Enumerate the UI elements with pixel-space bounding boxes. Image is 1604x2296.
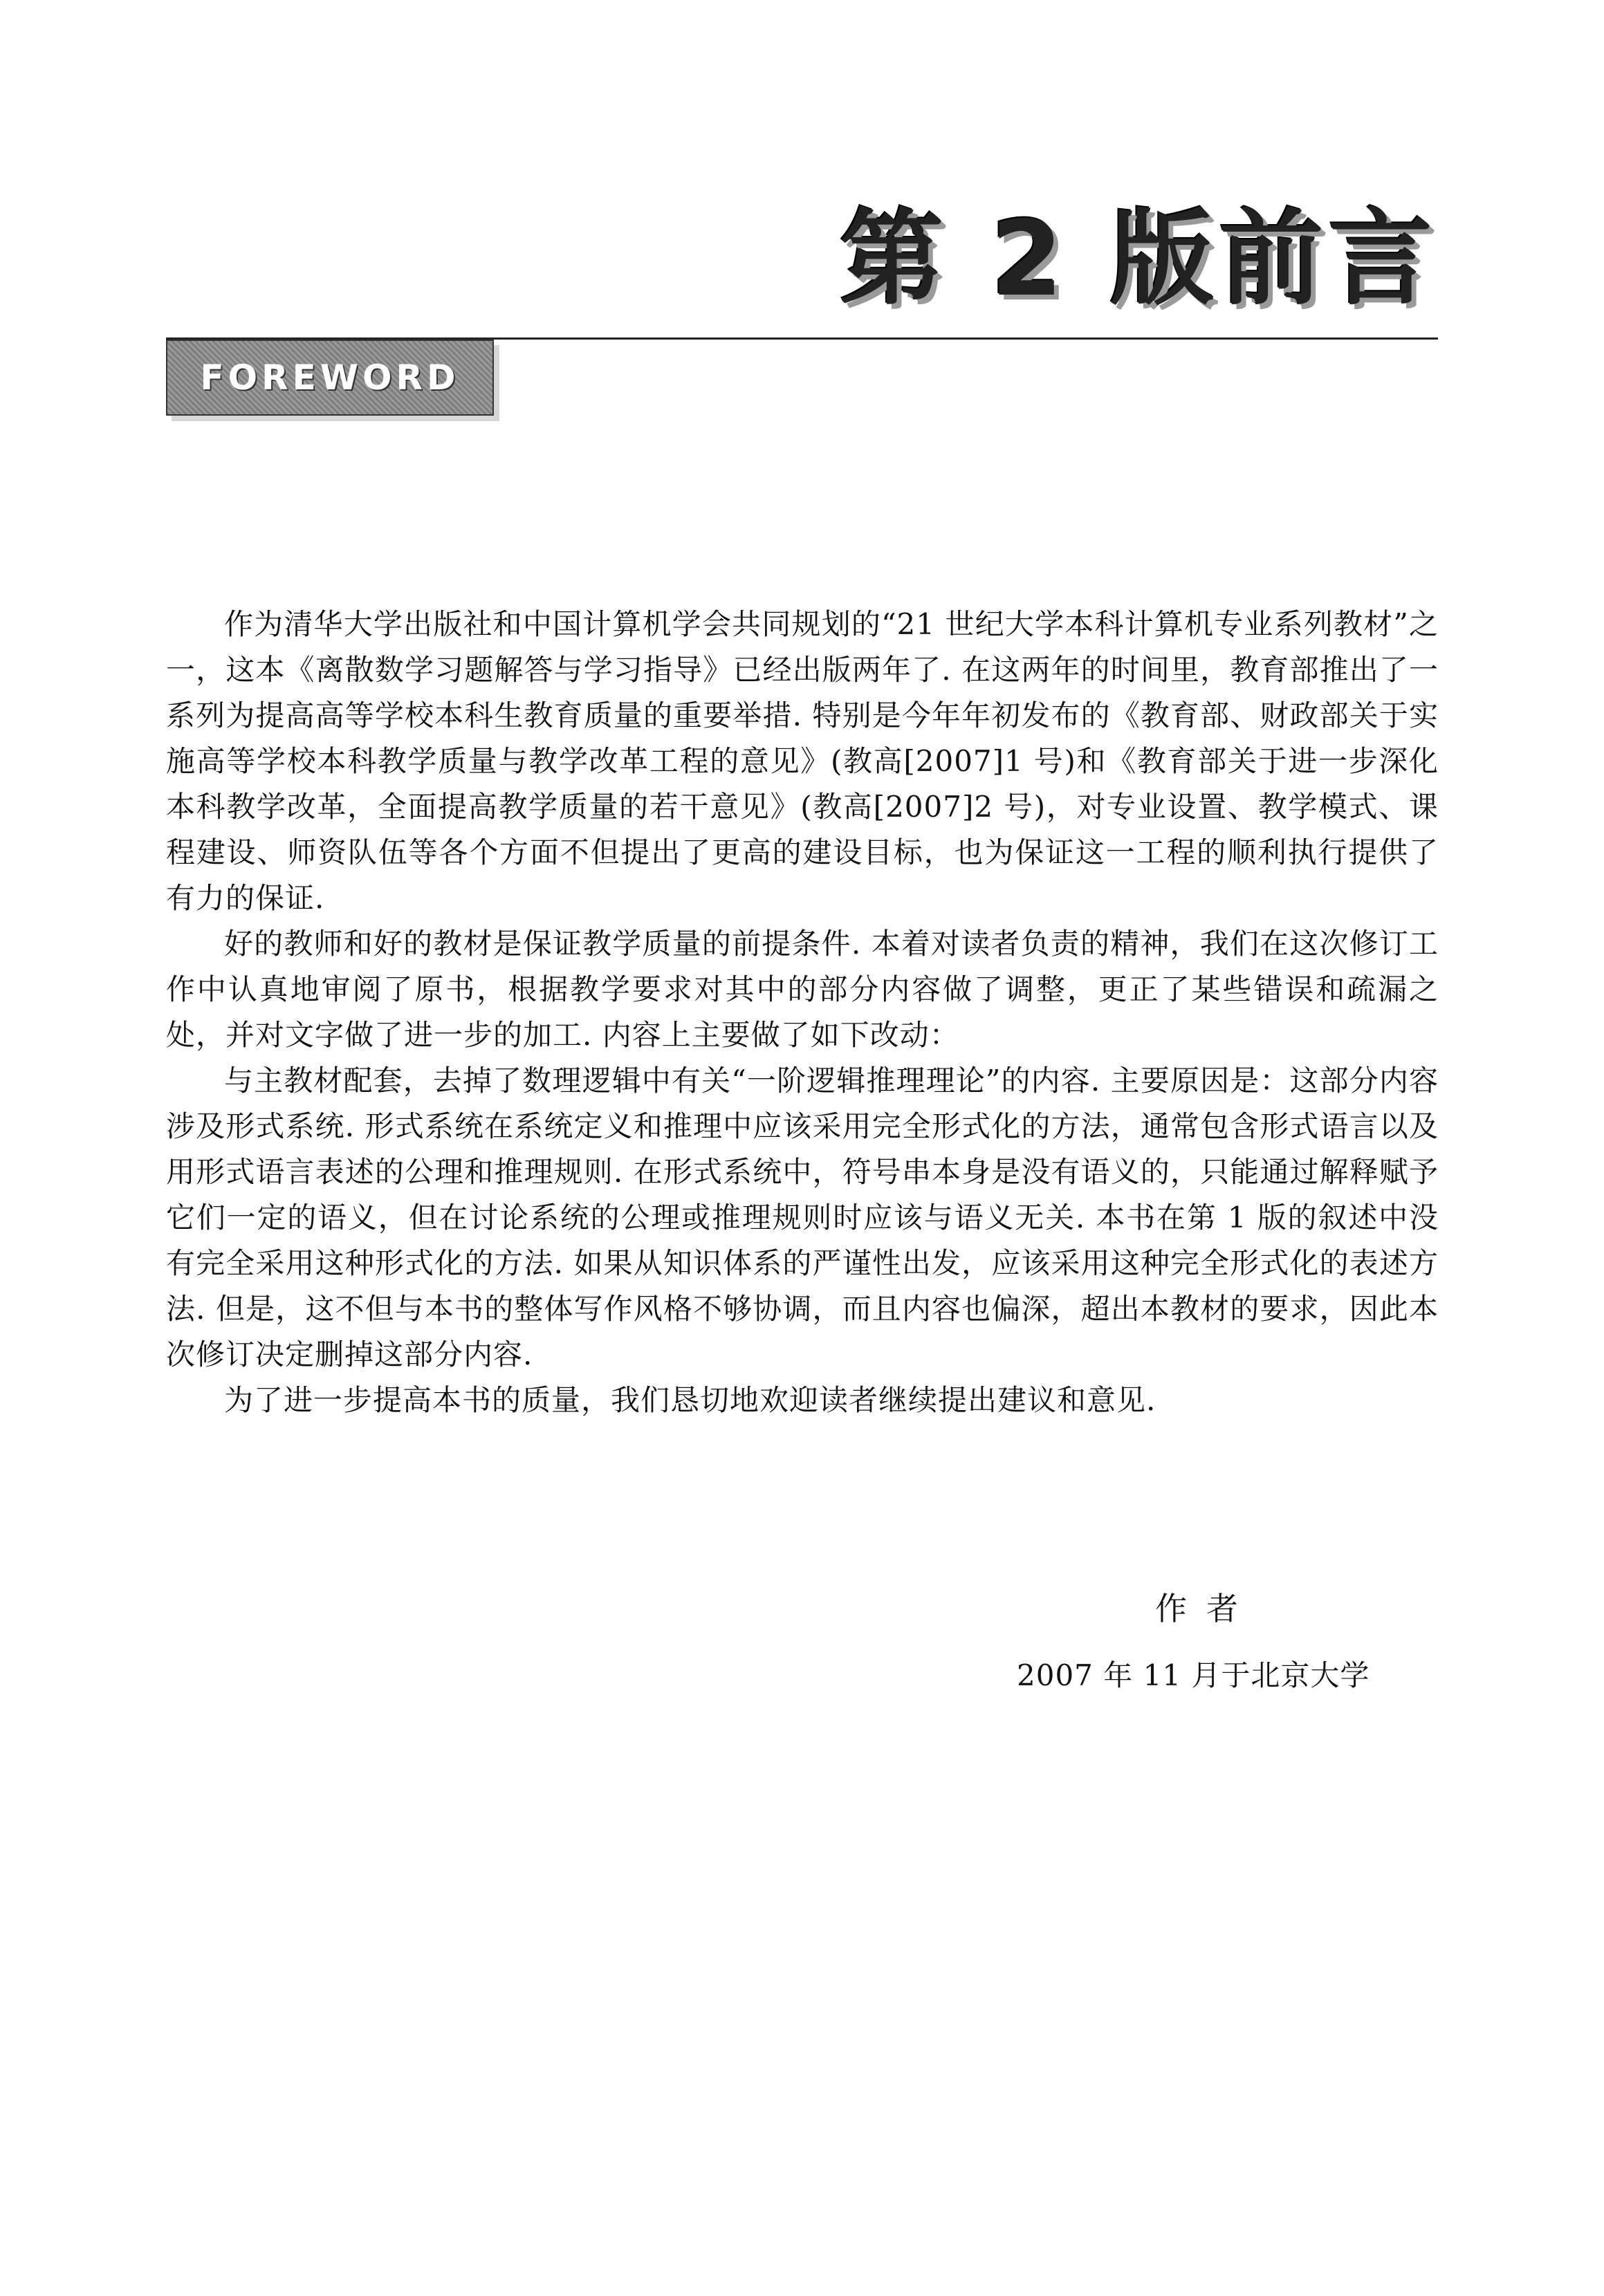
page-title: 第 2 版前言 <box>840 199 1438 320</box>
paragraph-1: 作为清华大学出版社和中国计算机学会共同规划的“21 世纪大学本科计算机专业系列教材”之一，这本《离散数学习题解答与学习指导》已经出版两年了. 在这两年的时间里，教育部推出了一系列为提高高等学校本科生教育质量的重要举措. 特别是今年年初发布的《教育部、财政部关于实施高等学校本科教学质量与教学改革工程的意见》(教高[2007]1 号)和《教育部关于进一步深化本科教学改革，全面提高教学质量的若干意见》(教高[2007]2 号)，对专业设置、教学模式、课程建设、师资队伍等各个方面不但提出了更高的建设目标，也为保证这一工程的顺利执行提供了有力的保证. <box>166 607 1439 915</box>
foreword-label: FOREWORD <box>200 358 460 398</box>
body-text <box>166 602 1439 1423</box>
foreword-banner <box>166 340 494 416</box>
paragraph-4: 为了进一步提高本书的质量，我们恳切地欢迎读者继续提出建议和意见. <box>224 1383 1156 1417</box>
signature-date: 2007 年 11 月于北京大学 <box>1017 1658 1370 1692</box>
paragraph-3: 与主教材配套，去掉了数理逻辑中有关“一阶逻辑推理理论”的内容. 主要原因是：这部分内容涉及形式系统. 形式系统在系统定义和推理中应该采用完全形式化的方法，通常包含形式语言以及用形式语言表述的公理和推理规则. 在形式系统中，符号串本身是没有语义的，只能通过解释赋予它们一定的语义，但在讨论系统的公理或推理规则时应该与语义无关. 本书在第 1 版的叙述中没有完全采用这种形式化的方法. 如果从知识体系的严谨性出发，应该采用这种完全形式化的表述方法. 但是，这不但与本书的整体写作风格不够协调，而且内容也偏深，超出本教材的要求，因此本次修订决定删掉这部分内容. <box>166 1064 1439 1371</box>
author-signature: 作者 <box>1155 1590 1257 1627</box>
paragraph-2: 好的教师和好的教材是保证教学质量的前提条件. 本着对读者负责的精神，我们在这次修订工作中认真地审阅了原书，根据教学要求对其中的部分内容做了调整，更正了某些错误和疏漏之处，并对文字做了进一步的加工. 内容上主要做了如下改动： <box>166 927 1439 1052</box>
